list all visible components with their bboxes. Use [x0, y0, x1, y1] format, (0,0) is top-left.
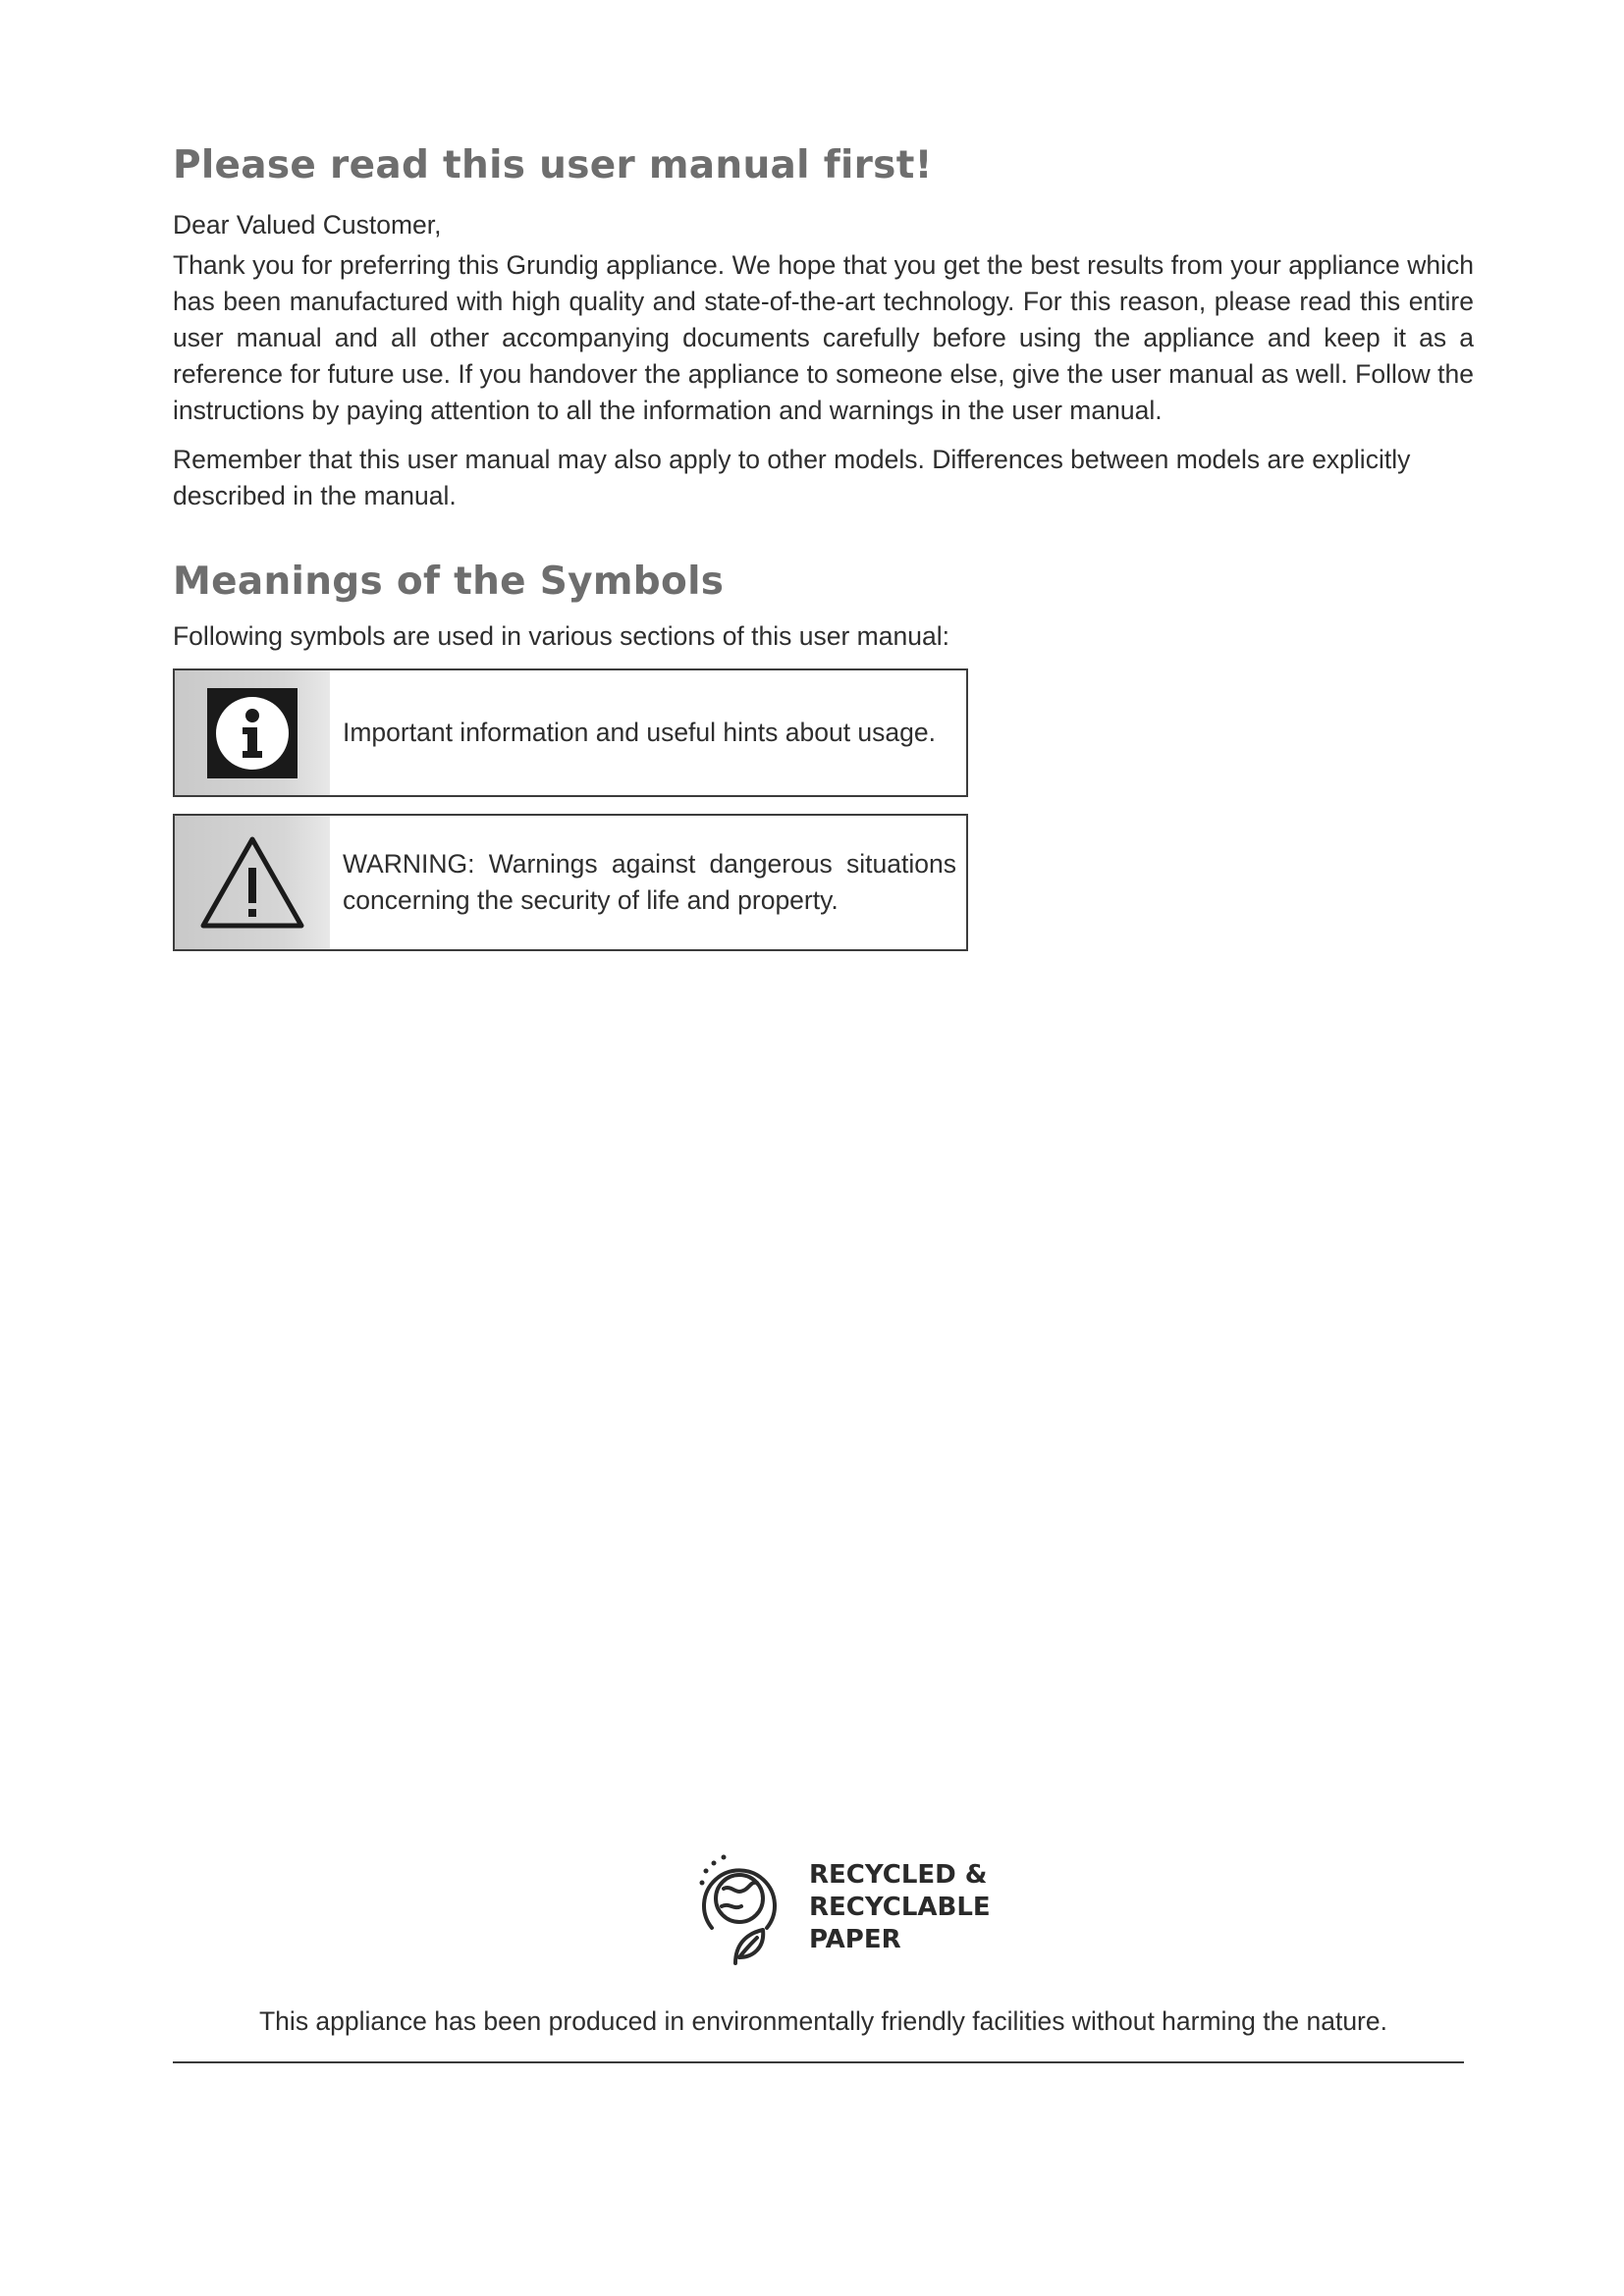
environment-note: This appliance has been produced in environmentally friendly facilities without harming the nature.	[259, 2006, 1387, 2036]
recycled-paper-icon	[696, 1851, 785, 1967]
footer-divider	[173, 2061, 1464, 2063]
info-symbol-cell	[175, 670, 330, 795]
warning-symbol-box	[173, 814, 968, 951]
eco-label-line: RECYCLED &	[809, 1860, 988, 1890]
info-icon	[207, 688, 298, 778]
symbols-section-title: Meanings of the Symbols	[173, 560, 725, 604]
models-note-paragraph: Remember that this user manual may also apply to other models. Differences between models are explicitly described in the manual.	[173, 445, 1411, 510]
page-title: Please read this user manual first!	[173, 143, 933, 187]
intro-paragraph: Thank you for preferring this Grundig appliance. We hope that you get the best results from your appliance which has been manufactured with high quality and state-of-the-art technology. For this reason, please read this entire user manual and all other accompanying documents carefully before using the appliance and keep it as a reference for future use. If you handover the appliance to someone else, give the user manual as well. Follow the instructions by paying attention to all the information and warnings in the user manual.	[173, 250, 1474, 425]
eco-label-line: RECYCLABLE	[809, 1893, 991, 1922]
eco-label-line: PAPER	[809, 1925, 901, 1954]
warning-symbol-text: WARNING: Warnings against dangerous situations concerning the security of life and property.	[343, 849, 956, 915]
warning-symbol-cell	[175, 816, 330, 949]
salutation: Dear Valued Customer,	[173, 210, 442, 240]
warning-symbol-text-cell	[343, 816, 956, 949]
warning-icon	[197, 833, 307, 932]
info-symbol-text-cell	[343, 670, 956, 795]
info-symbol-text: Important information and useful hints about usage.	[343, 718, 936, 747]
symbols-intro: Following symbols are used in various sections of this user manual:	[173, 621, 949, 651]
info-symbol-box	[173, 668, 968, 797]
